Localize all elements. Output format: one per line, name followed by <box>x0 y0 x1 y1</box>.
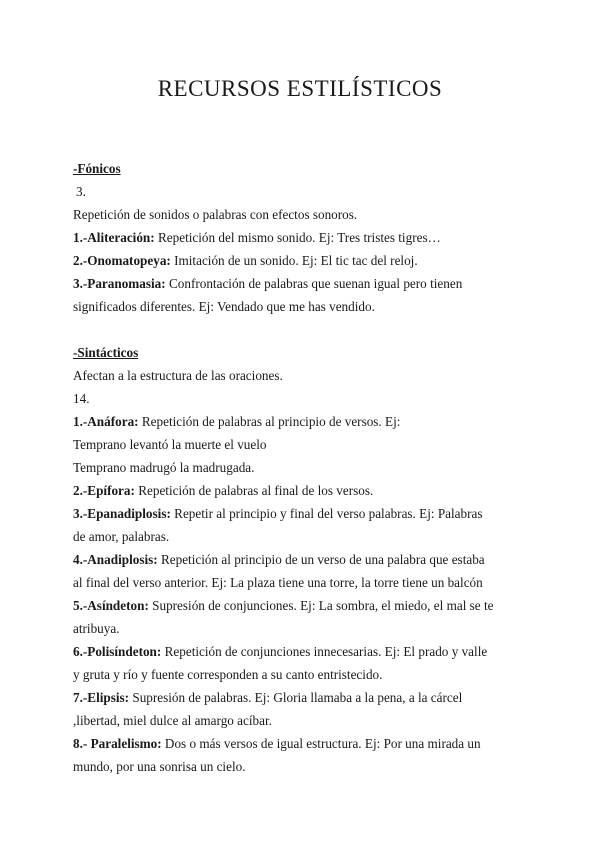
list-item <box>73 249 535 272</box>
list-item <box>73 272 535 318</box>
list-item <box>73 686 535 732</box>
document-body <box>73 157 535 778</box>
list-item <box>73 640 535 686</box>
section-count: 3. <box>76 184 86 199</box>
item-term: 5.-Asíndeton: <box>73 598 149 613</box>
section-heading: -Fónicos <box>73 161 121 176</box>
item-term: 7.-Elipsis: <box>73 690 130 705</box>
item-text: Temprano madrugó la madrugada. <box>73 460 255 475</box>
list-item <box>73 548 535 594</box>
item-text: atribuya. <box>73 621 120 636</box>
item-text: Repetición de conjunciones innecesarias. Ej: El prado y valle <box>161 644 488 659</box>
section-count: 14. <box>73 391 90 406</box>
item-text: y gruta y río y fuente corresponden a su canto entristecido. <box>73 667 383 682</box>
item-term: 1.-Aliteración: <box>73 230 155 245</box>
item-text: Repetición de palabras al final de los versos. <box>134 483 374 498</box>
item-text: Repetición del mismo sonido. Ej: Tres tristes tigres… <box>154 230 441 245</box>
item-term: 2.-Onomatopeya: <box>73 253 171 268</box>
item-text: ,libertad, miel dulce al amargo acíbar. <box>73 713 272 728</box>
list-item <box>73 502 535 548</box>
item-text: Imitación de un sonido. Ej: El tic tac del reloj. <box>170 253 418 268</box>
item-term: 8.- Paralelismo: <box>73 736 162 751</box>
section-heading: -Sintácticos <box>73 345 139 360</box>
item-text: al final del verso anterior. Ej: La plaza tiene una torre, la torre tiene un balcón <box>73 575 483 590</box>
item-text: de amor, palabras. <box>73 529 170 544</box>
item-text: Supresión de palabras. Ej: Gloria llamaba a la pena, a la cárcel <box>129 690 463 705</box>
section-sintacticos <box>73 341 535 778</box>
list-item <box>73 410 535 479</box>
item-text: Confrontación de palabras que suenan igual pero tienen <box>165 276 463 291</box>
section-spacer <box>73 318 535 341</box>
item-text: Temprano levantó la muerte el vuelo <box>73 437 267 452</box>
item-text: Dos o más versos de igual estructura. Ej: Por una mirada un <box>161 736 481 751</box>
item-text: Supresión de conjunciones. Ej: La sombra, el miedo, el mal se te <box>148 598 494 613</box>
item-text: significados diferentes. Ej: Vendado que me has vendido. <box>73 299 375 314</box>
page-title: RECURSOS ESTILÍSTICOS <box>157 76 443 101</box>
list-item <box>73 226 535 249</box>
item-text: Repetición de palabras al principio de versos. Ej: <box>138 414 401 429</box>
item-term: 1.-Anáfora: <box>73 414 139 429</box>
section-description: Afectan a la estructura de las oraciones. <box>73 368 283 383</box>
item-text: Repetir al principio y final del verso palabras. Ej: Palabras <box>170 506 483 521</box>
section-fonicos <box>73 157 535 318</box>
item-term: 3.-Epanadiplosis: <box>73 506 171 521</box>
item-term: 2.-Epífora: <box>73 483 135 498</box>
item-text: Repetición al principio de un verso de una palabra que estaba <box>157 552 485 567</box>
list-item <box>73 732 535 778</box>
list-item <box>73 594 535 640</box>
item-term: 3.-Paranomasia: <box>73 276 166 291</box>
item-term: 6.-Polisíndeton: <box>73 644 162 659</box>
list-item <box>73 479 535 502</box>
section-description: Repetición de sonidos o palabras con efectos sonoros. <box>73 207 358 222</box>
item-term: 4.-Anadiplosis: <box>73 552 158 567</box>
item-text: mundo, por una sonrisa un cielo. <box>73 759 246 774</box>
